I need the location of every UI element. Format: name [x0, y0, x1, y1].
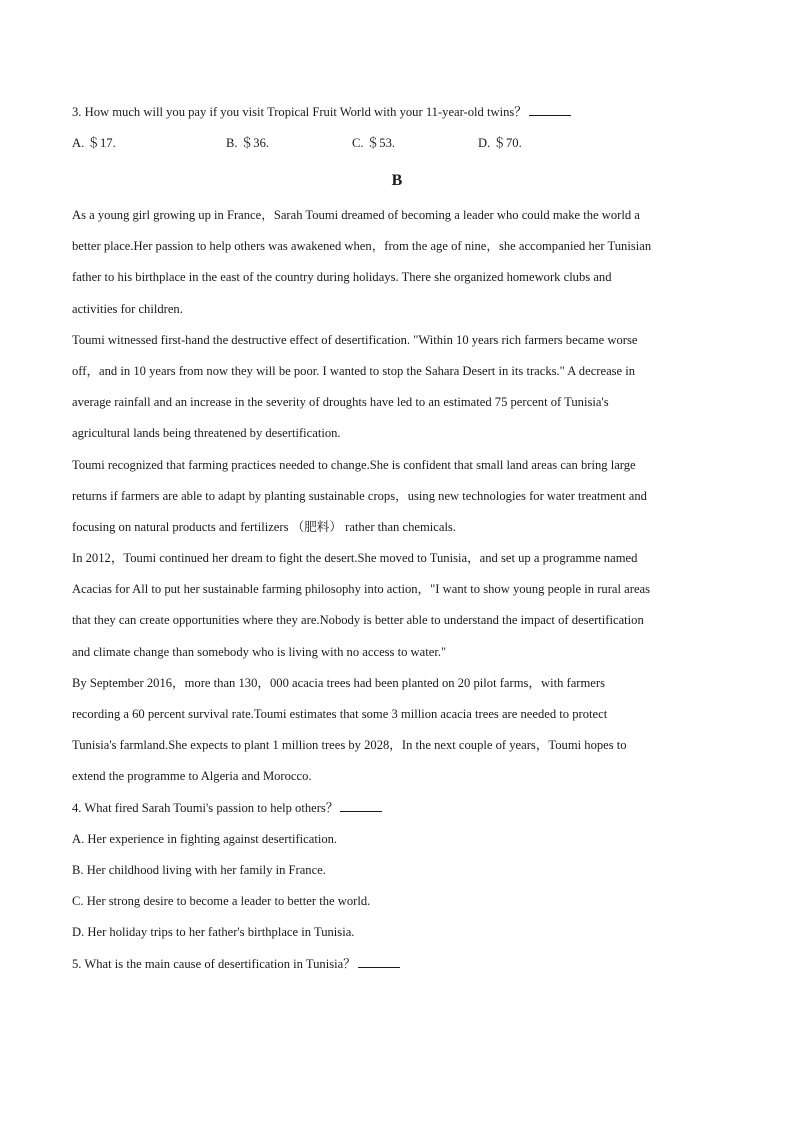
question-3 — [72, 97, 571, 128]
passage-line: better place.Her passion to help others was awakened when，from the age of nine，she accompanied her Tunisian — [72, 239, 652, 254]
option-a: A. ＄17. — [72, 136, 116, 150]
passage-line: As a young girl growing up in France，Sarah Toumi dreamed of becoming a leader who could make the world a — [72, 208, 640, 222]
passage-line: recording a 60 percent survival rate.Toumi estimates that some 3 million acacia trees are needed to protect — [72, 707, 608, 721]
passage-line: focusing on natural products and fertilizers （肥料） rather than chemicals. — [72, 519, 456, 534]
question-4-option-d: D. Her holiday trips to her father's birthplace in Tunisia. — [72, 925, 355, 940]
passage-line: returns if farmers are able to adapt by planting sustainable crops，using new technologies for water treatment and — [72, 488, 647, 503]
question-4-option-a: A. Her experience in fighting against desertification. — [72, 831, 338, 846]
question-5-text: 5. What is the main cause of desertification in Tunisia？ — [72, 956, 356, 971]
question-5 — [72, 949, 722, 980]
question-3-text: 3. How much will you pay if you visit Tropical Fruit World with your 11-year-old twins？ — [72, 105, 527, 119]
option-c: C. ＄53. — [352, 136, 396, 150]
passage-line: Toumi recognized that farming practices needed to change.She is confident that small land areas can bring large — [72, 457, 636, 472]
question-4-option-c: C. Her strong desire to become a leader to better the world. — [72, 894, 371, 909]
question-4 — [72, 793, 722, 824]
section-title: B — [391, 172, 403, 189]
question-4-text: 4. What fired Sarah Toumi's passion to help others？ — [72, 800, 339, 815]
answer-blank — [529, 104, 571, 116]
passage-line: By September 2016，more than 130，000 acacia trees had been planted on 20 pilot farms，with farmers — [72, 675, 605, 690]
option-d: D. ＄70. — [478, 136, 522, 150]
answer-blank — [358, 956, 400, 968]
passage-line: Tunisia's farmland.She expects to plant 1 million trees by 2028，In the next couple of years，Toumi hopes to — [72, 738, 627, 753]
passage-line: off，and in 10 years from now they will be poor. I wanted to stop the Sahara Desert in its tracks." A decrease in — [72, 363, 636, 378]
passage-line: Toumi witnessed first-hand the destructive effect of desertification. "Within 10 years rich farmers became worse — [72, 332, 638, 347]
passage-line: activities for children. — [72, 301, 183, 316]
passage-line: In 2012，Toumi continued her dream to fight the desert.She moved to Tunisia，and set up a programme named — [72, 551, 638, 566]
passage — [72, 200, 722, 980]
option-b: B. ＄36. — [226, 136, 270, 150]
answer-blank — [340, 800, 382, 812]
passage-line: father to his birthplace in the east of the country during holidays. There she organized homework clubs and — [72, 270, 612, 285]
passage-line: that they can create opportunities where they are.Nobody is better able to understand the impact of desertification — [72, 613, 644, 628]
passage-line: agricultural lands being threatened by desertification. — [72, 426, 341, 441]
passage-line: extend the programme to Algeria and Morocco. — [72, 769, 312, 784]
passage-line: Acacias for All to put her sustainable farming philosophy into action，"I want to show young people in rural areas — [72, 582, 651, 597]
question-4-option-b: B. Her childhood living with her family in France. — [72, 862, 326, 877]
passage-line: average rainfall and an increase in the severity of droughts have led to an estimated 75 percent of Tunisia's — [72, 395, 609, 410]
passage-line: and climate change than somebody who is living with no access to water." — [72, 644, 447, 659]
